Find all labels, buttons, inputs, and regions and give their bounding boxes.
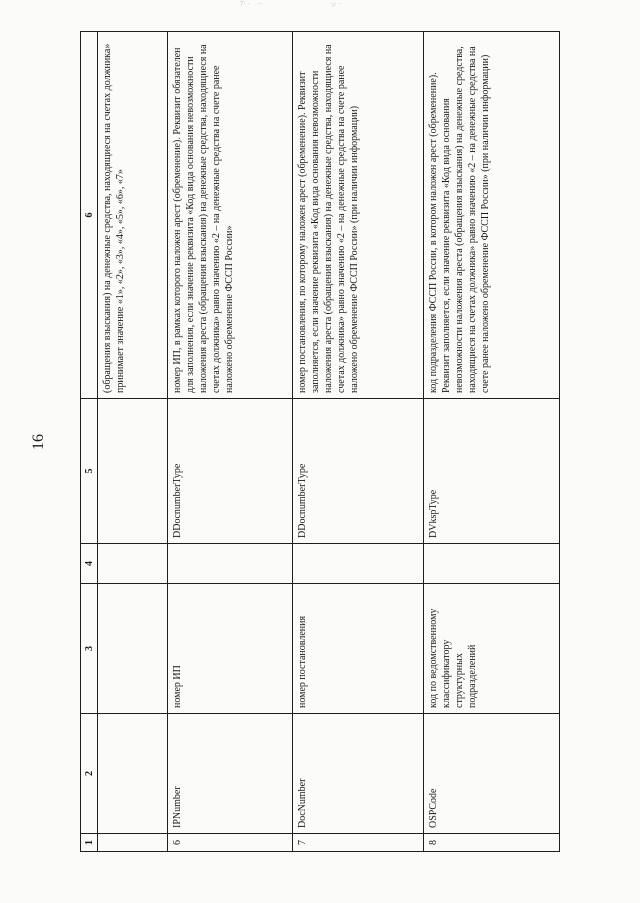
column-header: 1 — [81, 834, 98, 852]
element-description: код по ведомственному классификатору структурных подразделений — [423, 584, 559, 714]
element-type: DDocnumberType — [168, 399, 293, 544]
rotated-content — [30, 32, 560, 852]
column-header: 5 — [81, 399, 98, 544]
element-notes: номер ИП, в рамках которого наложен арест (обременение). Реквизит обязателен для заполнения, если значение реквизита «Код вида основания невозможности наложения ареста (обращения взыскания) на денежные средства, находящиеся на счетах должника» равно значению «2 – на денежные средства на счете ранее наложено обременение ФССП России» — [168, 32, 293, 399]
element-type — [98, 399, 168, 544]
element-requirement — [98, 544, 168, 584]
table-header-row — [81, 32, 98, 852]
element-notes: номер постановления, по которому наложен арест (обременение). Реквизит заполняется, если значение реквизита «Код вида основания невозможности наложения ареста (обращения взыскания) на денежные средства, находящиеся на счетах должника» равно значению «2 – на денежные средства на счете ранее наложено обременение ФССП России» (при наличии информации) — [293, 32, 423, 399]
element-requirement — [168, 544, 293, 584]
element-type: DVkspType — [423, 399, 559, 544]
element-name: IPNumber — [168, 714, 293, 834]
page-number: 16 — [30, 434, 47, 450]
element-requirement — [423, 544, 559, 584]
requisites-table — [80, 31, 560, 852]
row-number — [98, 834, 168, 852]
element-name — [98, 714, 168, 834]
element-notes: код подразделения ФССП России, в котором наложен арест (обременение). Реквизит заполняется, если значение реквизита «Код вида основания невозможности наложения ареста (обращения взыскания) на денежные средства, находящиеся на счетах должника» равно значению «2 – на денежные средства на счете ранее наложено обременение ФССП России» (при наличии информации) — [423, 32, 559, 399]
element-description — [98, 584, 168, 714]
table-row — [293, 32, 423, 852]
table-row — [423, 32, 559, 852]
table-row — [98, 32, 168, 852]
element-description: номер ИП — [168, 584, 293, 714]
element-type: DDocnumberType — [293, 399, 423, 544]
column-header: 2 — [81, 714, 98, 834]
column-header: 4 — [81, 544, 98, 584]
element-name: OSPCode — [423, 714, 559, 834]
column-header: 3 — [81, 584, 98, 714]
row-number: 7 — [293, 834, 423, 852]
row-number: 8 — [423, 834, 559, 852]
element-name: DocNumber — [293, 714, 423, 834]
element-requirement — [293, 544, 423, 584]
column-header: 6 — [81, 32, 98, 399]
element-notes: (обращения взыскания) на денежные средства, находящиеся на счетах должника» принимает значение «1», «2», «3», «4», «5», «6», «7» — [98, 32, 168, 399]
scan-artifact: ·ᵢᵢ· · — [330, 0, 342, 8]
scan-artifact: 7· ·ﾟ ·· — [240, 0, 262, 8]
table-row — [168, 32, 293, 852]
element-description: номер постановления — [293, 584, 423, 714]
row-number: 6 — [168, 834, 293, 852]
